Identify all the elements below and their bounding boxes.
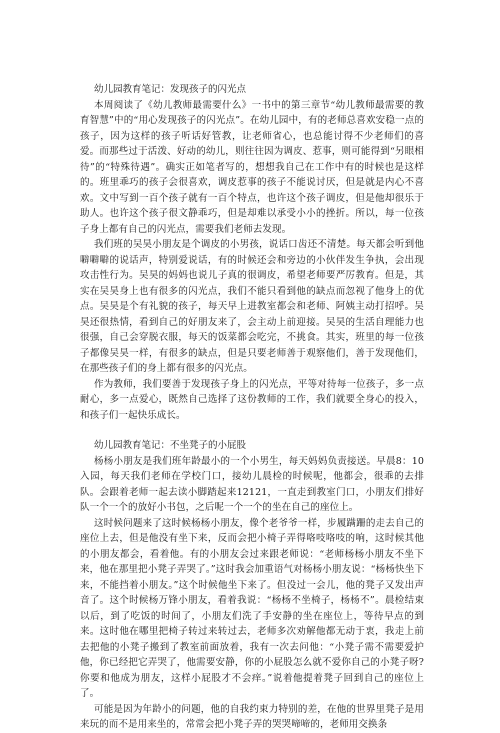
note-section-2 (80, 438, 424, 733)
note-title: 幼儿园教育笔记：不坐凳子的小屁股 (94, 440, 247, 451)
paragraph: 作为教师，我们要善于发现孩子身上的闪光点，平等对待每一位孩子，多一点耐心，多一点爱心，既然自己选择了这份教师的工作，我们就要全身心的投入，和孩子们一起快乐成长。 (80, 378, 424, 421)
paragraph: 这时候问题来了这时候杨杨小朋友，像个老爷爷一样，步履蹒跚的走去自己的座位上去，但是他没有坐下来，反而会把小椅子弄得咯吱咯吱的响，这时候其他的小朋友都会，看着他。有的小朋友会过来跟老师说：“老师杨杨小朋友不坐下来，他在那里把小凳子弄哭了。”这时我会加重语气对杨杨小朋友说：“杨杨快坐下来，不能挡着小朋友。”这个时候他坐下来了。但没过一会儿，他的凳子又发出声音了。这个时候杨万锋小朋友，看着我说：“杨杨不坐椅子，杨杨不”。晨检结束以后，到了吃饭的时间了，小朋友们洗了手安静的坐在座位上，等待早点的到来。这时他在哪里把椅子转过来转过去，老师多次劝解他都无动于衷，我走上前去把他的小凳子搬到了教室前面放着，我有一次去问他：“小凳子需不需要爱护他，你已经把它弄哭了，他需要安静，你的小屁股怎么就不爱你自己的小凳子呀?你要和他成为朋友，这样小屁股才不会痒。”说着他提着凳子回到自己的座位上了。 (80, 517, 424, 699)
paragraph: 可能是因为年龄小的问题，他的自我约束力特别的差，在他的世界里凳子是用来玩的而不是用来坐的，常常会把小凳子弄的哭哭啼啼的，老师用交换条 (80, 703, 424, 730)
paragraph: 杨杨小朋友是我们班年龄最小的一个小男生，每天妈妈负责接送。早晨8：10入园，每天我们老师在学校门口，接幼儿晨检的时候呢，他都会，很乖的去排队。会跟着老师一起去读小脚踏起来12121，一直走到教室门口，小朋友们排好队一个一个的放好小书包，之后呢一个一个的坐在自己的座位上。 (80, 455, 424, 513)
note-section-1 (80, 82, 424, 423)
paragraph: 我们班的吴昊小朋友是个调皮的小男孩，说话口齿还不清楚。每天都会听到他噼噼噼的说话声，特别爱说话，有的时候还会和旁边的小伙伴发生争执，会出现攻击性行为。吴昊的妈妈也说儿子真的很调皮，希望老师要严厉教育。但是，其实在吴昊身上也有很多的闪光点，我们不能只看到他的缺点而忽视了他身上的优点。吴昊是个有礼貌的孩子，每天早上进教室都会和老师、阿姨主动打招呼。吴昊还很热情，看到自己的好朋友来了，会主动上前迎接。吴昊的生活自理能力也很强，自己会穿脱衣服，每天的饭菜都会吃完，不挑食。其实，班里的每一位孩子都像吴昊一样，有很多的缺点，但是只要老师善于观察他们，善于发现他们，在那些孩子们的身上都有很多的闪光点。 (80, 239, 424, 374)
section-spacer (80, 423, 424, 438)
note-title: 幼儿园教育笔记：发现孩子的闪光点 (94, 84, 247, 95)
paragraph: 本周阅读了《幼儿教师最需要什么》一书中的第三章节“幼儿教师最需要的教育智慧”中的“用心发现孩子的闪光点”。在幼儿园中，有的老师总喜欢安稳一点的孩子，因为这样的孩子听话好管教，让老师省心，也总能讨得不少老师们的喜爱。而那些过于活泼、好动的幼儿，则往往因为调皮、惹事，则可能得到“另眼相待”的“特殊待遇”。确实正如笔者写的，想想我自己在工作中有的时候也是这样的。班里乖巧的孩子会很喜欢，调皮惹事的孩子不能说讨厌，但是就是内心不喜欢。文中写到一百个孩子就有一百个特点，也许这个孩子调皮，但是他却很乐于助人。也许这个孩子很文静乖巧，但是却难以承受小小的挫折。所以，每一位孩子身上都有自己的闪光点，需要我们老师去发现。 (80, 99, 424, 235)
document-body (80, 82, 424, 733)
